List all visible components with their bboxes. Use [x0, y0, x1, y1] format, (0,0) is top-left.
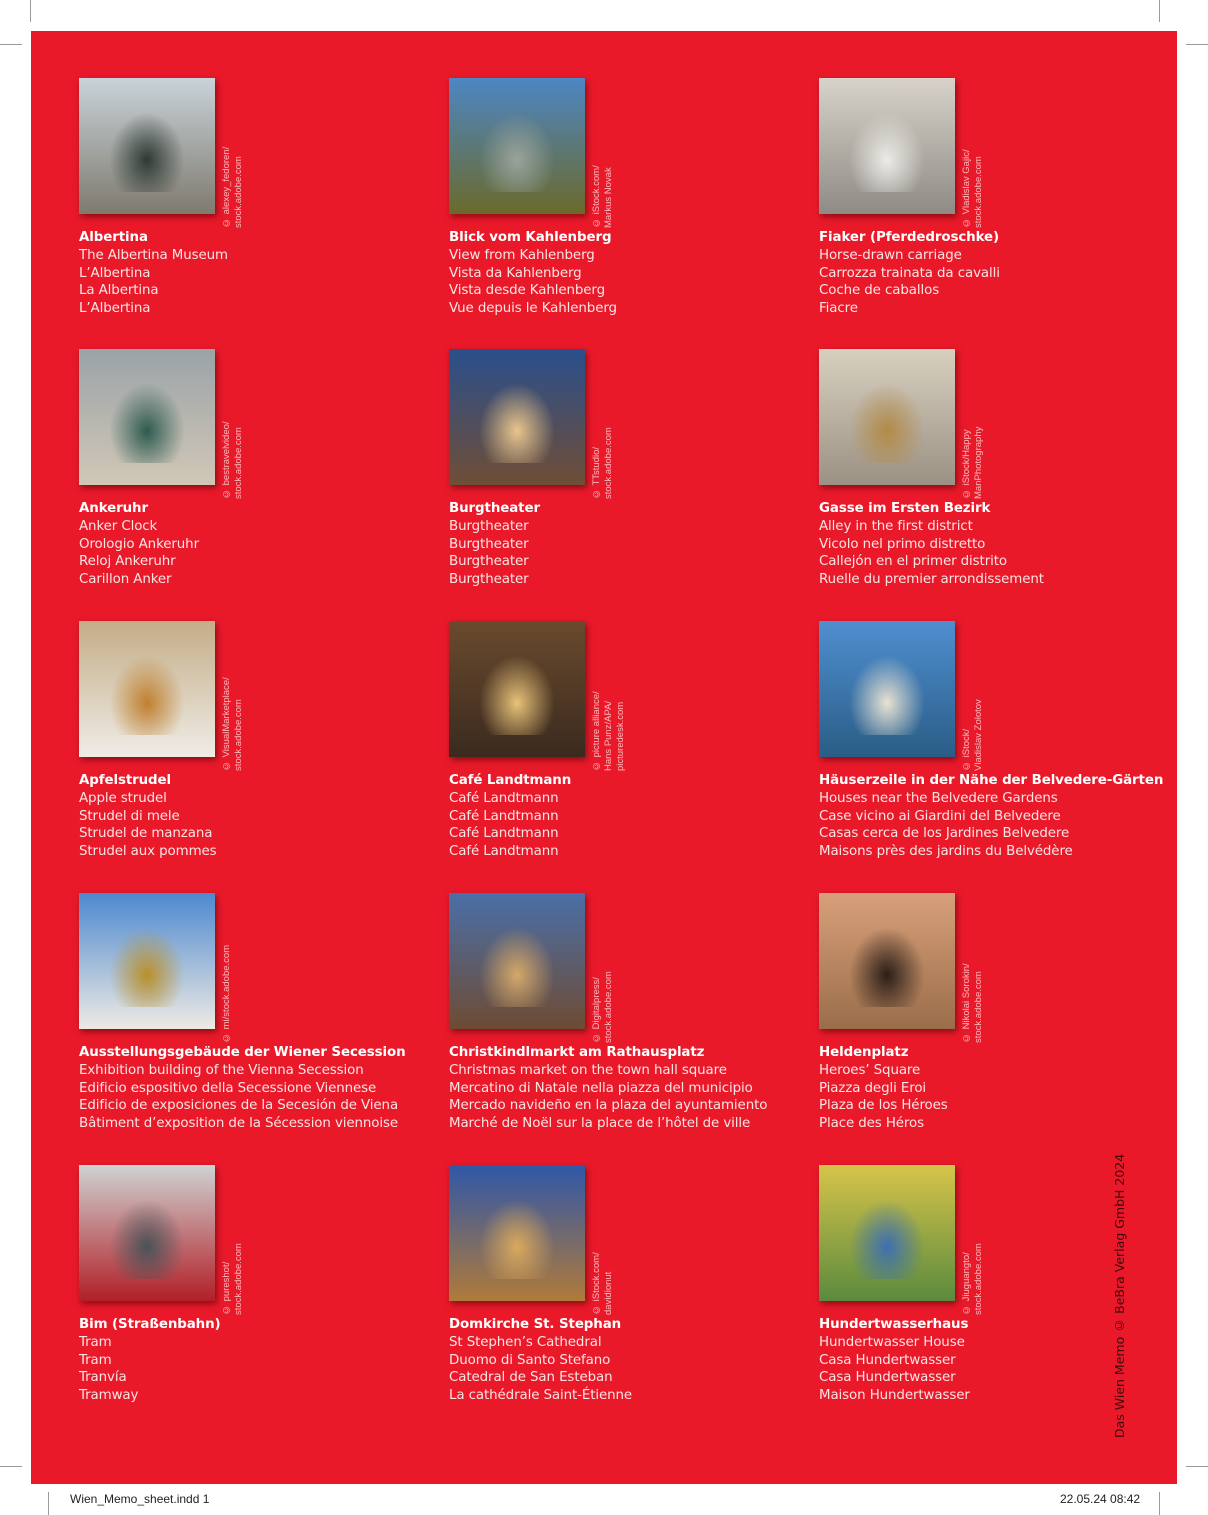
card-captions — [449, 1316, 809, 1405]
card-photo — [79, 349, 215, 485]
card-translation: Strudel de manzana — [79, 826, 213, 842]
card-translation: Exhibition building of the Vienna Secession — [79, 1062, 364, 1078]
photo-credit: © Vladislav Gajic/ stock.adobe.com — [961, 149, 984, 228]
photo-credit: © iStock/ Vladislav Zolotov — [961, 699, 984, 771]
card-translation: Case vicino ai Giardini del Belvedere — [819, 808, 1061, 824]
card-photo — [449, 893, 585, 1029]
card-photo — [79, 1165, 215, 1301]
memo-card — [819, 78, 1179, 338]
publisher-note: Das Wien Memo © BeBra Verlag GmbH 2024 — [1112, 1153, 1127, 1438]
card-translation: Edificio espositivo della Secessione Viennese — [79, 1080, 377, 1096]
crop-mark — [1159, 0, 1160, 22]
card-translation: View from Kahlenberg — [449, 247, 595, 263]
card-photo — [449, 621, 585, 757]
card-translation: Maisons près des jardins du Belvédère — [819, 844, 1073, 860]
card-captions — [819, 500, 1179, 589]
card-captions — [449, 229, 809, 318]
card-captions — [819, 229, 1179, 318]
memo-card — [79, 78, 439, 338]
card-captions — [79, 1316, 439, 1405]
card-translation: Heroes’ Square — [819, 1062, 921, 1078]
card-translation: Catedral de San Esteban — [449, 1370, 613, 1386]
photo-credit: © Jiuguangto/ stock.adobe.com — [961, 1243, 984, 1315]
card-translation: Mercatino di Natale nella piazza del municipio — [449, 1080, 753, 1096]
card-title: Domkirche St. Stephan — [449, 1317, 622, 1332]
card-translation: Mercado navideño en la plaza del ayuntamiento — [449, 1098, 768, 1114]
card-title: Ankeruhr — [79, 501, 148, 516]
photo-credit: © iStock.com/ davidionut — [591, 1252, 614, 1315]
card-translation: Carrozza trainata da cavalli — [819, 265, 1000, 281]
card-translation: Reloj Ankeruhr — [79, 554, 176, 570]
card-translation: Bâtiment d’exposition de la Sécession viennoise — [79, 1116, 399, 1132]
memo-card — [819, 621, 1179, 881]
card-translation: Alley in the first district — [819, 518, 973, 534]
card-photo — [79, 893, 215, 1029]
card-translation: Strudel aux pommes — [79, 844, 217, 860]
card-translation: Vue depuis le Kahlenberg — [449, 301, 617, 317]
card-title: Gasse im Ersten Bezirk — [819, 501, 991, 516]
memo-card — [449, 1165, 809, 1425]
card-title: Café Landtmann — [449, 773, 572, 788]
photo-credit: © VisualMarketplace/ stock.adobe.com — [221, 677, 244, 771]
card-translation: Maison Hundertwasser — [819, 1388, 970, 1404]
card-translation: Casas cerca de los Jardines Belvedere — [819, 826, 1070, 842]
memo-card — [449, 349, 809, 609]
card-translation: Edificio de exposiciones de la Secesión de Viena — [79, 1098, 399, 1114]
card-translation: Burgtheater — [449, 572, 529, 588]
card-translation: Vista desde Kahlenberg — [449, 283, 605, 299]
card-captions — [79, 500, 439, 589]
card-photo — [79, 621, 215, 757]
card-title: Heldenplatz — [819, 1045, 909, 1060]
crop-mark — [1186, 44, 1208, 45]
card-translation: Fiacre — [819, 301, 858, 317]
card-photo — [819, 349, 955, 485]
crop-mark — [1186, 1466, 1208, 1467]
card-title: Burgtheater — [449, 501, 540, 516]
memo-card — [449, 78, 809, 338]
footer-timestamp: 22.05.24 08:42 — [1060, 1492, 1141, 1506]
card-translation: Houses near the Belvedere Gardens — [819, 790, 1058, 806]
card-translation: L’Albertina — [79, 301, 151, 317]
card-translation: Burgtheater — [449, 536, 529, 552]
card-translation: Vicolo nel primo distretto — [819, 536, 986, 552]
card-title: Apfelstrudel — [79, 773, 172, 788]
card-translation: Vista da Kahlenberg — [449, 265, 582, 281]
memo-card — [449, 893, 809, 1153]
card-translation: Tram — [79, 1352, 112, 1368]
photo-credit: © bestravelvideo/ stock.adobe.com — [221, 421, 244, 499]
card-translation: St Stephen’s Cathedral — [449, 1334, 602, 1350]
card-translation: Piazza degli Eroi — [819, 1080, 927, 1096]
card-title: Hundertwasserhaus — [819, 1317, 969, 1332]
memo-card — [819, 893, 1179, 1153]
card-captions — [819, 1044, 1179, 1133]
card-translation: Burgtheater — [449, 554, 529, 570]
card-title: Ausstellungsgebäude der Wiener Secession — [79, 1045, 406, 1060]
card-photo — [79, 78, 215, 214]
crop-mark — [30, 0, 31, 22]
card-translation: Coche de caballos — [819, 283, 940, 299]
card-translation: Carillon Anker — [79, 572, 172, 588]
photo-credit: © TTstudio/ stock.adobe.com — [591, 427, 614, 499]
card-translation: Marché de Noël sur la place de l’hôtel de ville — [449, 1116, 751, 1132]
card-photo — [449, 349, 585, 485]
card-captions — [79, 1044, 439, 1133]
card-translation: Orologio Ankeruhr — [79, 536, 199, 552]
card-title: Christkindlmarkt am Rathausplatz — [449, 1045, 705, 1060]
card-translation: La Albertina — [79, 283, 159, 299]
card-translation: Strudel di mele — [79, 808, 180, 824]
card-translation: Casa Hundertwasser — [819, 1352, 956, 1368]
card-title: Häuserzeile in der Nähe der Belvedere-Gärten — [819, 773, 1164, 788]
photo-credit: © Nikolai Sorokin/ stock.adobe.com — [961, 963, 984, 1043]
card-translation: The Albertina Museum — [79, 247, 228, 263]
memo-card — [819, 349, 1179, 609]
card-captions — [79, 772, 439, 861]
card-translation: Place des Héros — [819, 1116, 925, 1132]
card-translation: Tranvía — [79, 1370, 127, 1386]
card-translation: Apple strudel — [79, 790, 167, 806]
card-translation: Café Landtmann — [449, 790, 559, 806]
card-translation: Christmas market on the town hall square — [449, 1062, 727, 1078]
card-photo — [819, 78, 955, 214]
card-photo — [819, 1165, 955, 1301]
card-translation: Duomo di Santo Stefano — [449, 1352, 611, 1368]
card-photo — [819, 893, 955, 1029]
card-photo — [449, 78, 585, 214]
crop-mark — [0, 44, 22, 45]
crop-mark — [0, 1466, 22, 1467]
card-photo — [449, 1165, 585, 1301]
photo-credit: © iStock.com/ Markus Novak — [591, 165, 614, 228]
card-title: Blick vom Kahlenberg — [449, 230, 612, 245]
card-title: Albertina — [79, 230, 148, 245]
card-translation: L’Albertina — [79, 265, 151, 281]
card-translation: Café Landtmann — [449, 844, 559, 860]
card-captions — [79, 229, 439, 318]
card-captions — [449, 1044, 809, 1133]
photo-credit: © pureshot/ stock.adobe.com — [221, 1243, 244, 1315]
photo-credit: © mi/stock.adobe.com — [221, 944, 232, 1043]
photo-credit: © picture alliance/ Hans Punz/APA/ picturedesk.com — [591, 691, 626, 771]
card-translation: Tramway — [79, 1388, 139, 1404]
card-photo — [819, 621, 955, 757]
card-title: Fiaker (Pferdedroschke) — [819, 230, 1000, 245]
card-translation: Café Landtmann — [449, 808, 559, 824]
card-captions — [449, 500, 809, 589]
crop-mark — [1159, 1492, 1160, 1515]
card-captions — [449, 772, 809, 861]
photo-credit: © iStock/Happy ManPhotography — [961, 426, 984, 499]
card-translation: Tram — [79, 1334, 112, 1350]
card-translation: Ruelle du premier arrondissement — [819, 572, 1044, 588]
card-translation: Burgtheater — [449, 518, 529, 534]
card-translation: La cathédrale Saint-Étienne — [449, 1388, 633, 1404]
crop-mark — [48, 1492, 49, 1515]
card-translation: Anker Clock — [79, 518, 158, 534]
card-translation: Horse-drawn carriage — [819, 247, 962, 263]
memo-card — [79, 349, 439, 609]
memo-card — [449, 621, 809, 881]
card-translation: Casa Hundertwasser — [819, 1370, 956, 1386]
memo-card — [79, 621, 439, 881]
photo-credit: © alexey_fedoren/ stock.adobe.com — [221, 146, 244, 228]
card-translation: Callejón en el primer distrito — [819, 554, 1007, 570]
memo-card — [79, 893, 439, 1153]
footer-filename: Wien_Memo_sheet.indd 1 — [70, 1492, 210, 1506]
card-captions — [819, 772, 1179, 861]
card-title: Bim (Straßenbahn) — [79, 1317, 221, 1332]
card-translation: Plaza de los Héroes — [819, 1098, 948, 1114]
card-translation: Hundertwasser House — [819, 1334, 965, 1350]
card-translation: Café Landtmann — [449, 826, 559, 842]
memo-card — [79, 1165, 439, 1425]
photo-credit: © Digitalpress/ stock.adobe.com — [591, 971, 614, 1043]
